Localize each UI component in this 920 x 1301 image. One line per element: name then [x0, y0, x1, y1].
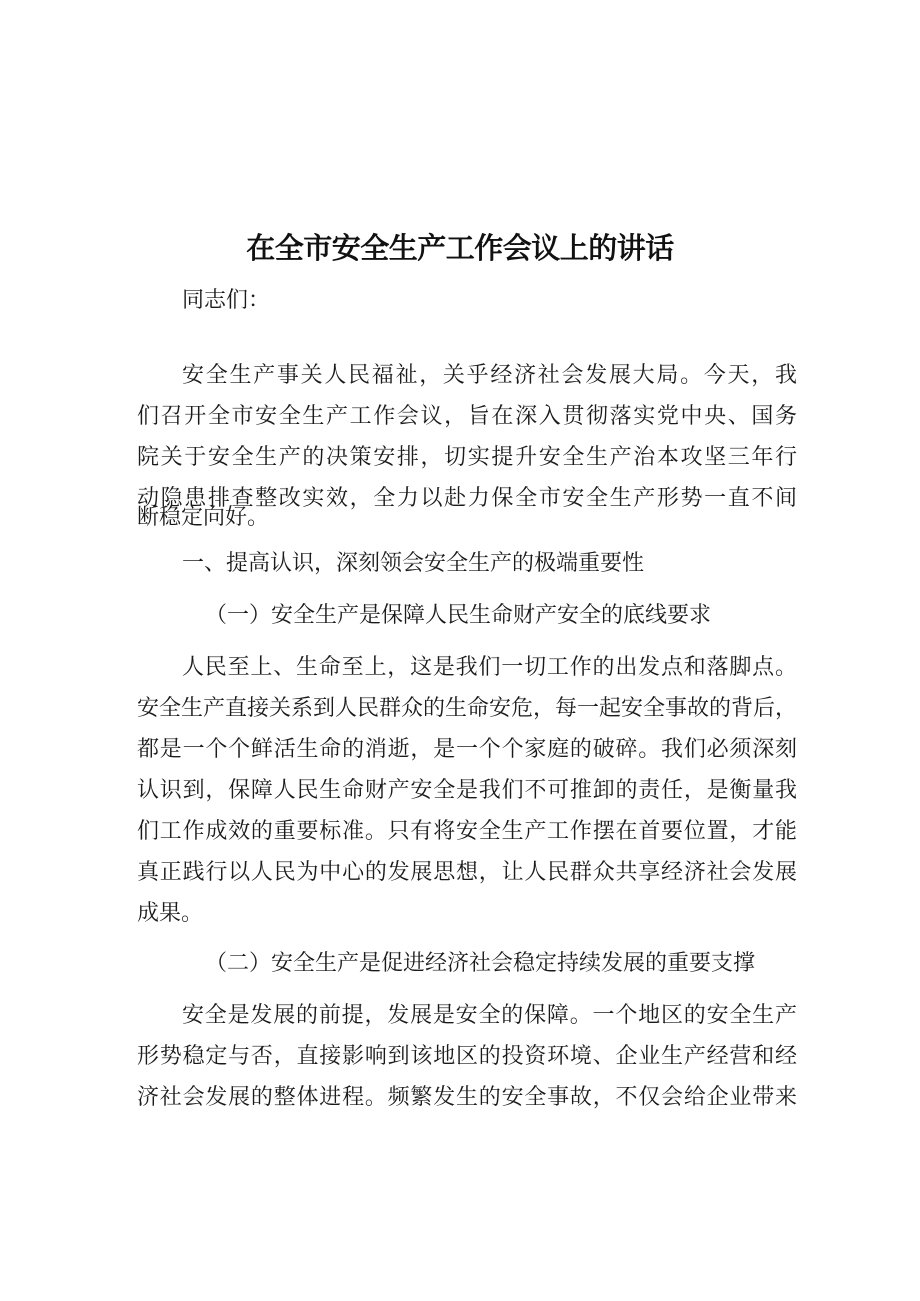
document-title: 在全市安全生产工作会议上的讲话	[246, 231, 674, 265]
paragraph-line: 动隐患排查整改实效，全力以赴力保全市安全生产形势一直不间	[137, 486, 797, 511]
paragraph-line: 安全是发展的前提，发展是安全的保障。一个地区的安全生产	[182, 1003, 797, 1028]
paragraph-line: 安全生产直接关系到人民群众的生命安危，每一起安全事故的背后，	[137, 696, 798, 721]
paragraph-line: 都是一个个鲜活生命的消逝，是一个个家庭的破碎。我们必须深刻	[137, 737, 797, 762]
paragraph-line: 认识到，保障人民生命财产安全是我们不可推卸的责任，是衡量我	[137, 778, 797, 803]
paragraph-line: 形势稳定与否，直接影响到该地区的投资环境、企业生产经营和经	[137, 1044, 797, 1069]
paragraph-line: 们召开全市安全生产工作会议，旨在深入贯彻落实党中央、国务	[137, 404, 797, 429]
subsection-heading: （一）安全生产是保障人民生命财产安全的底线要求	[205, 603, 712, 628]
paragraph-line: 成果。	[137, 901, 204, 926]
salutation: 同志们：	[182, 288, 271, 313]
paragraph-line: 们工作成效的重要标准。只有将安全生产工作摆在首要位置，才能	[137, 819, 797, 844]
paragraph-line: 人民至上、生命至上，这是我们一切工作的出发点和落脚点。	[182, 655, 797, 680]
paragraph-line: 断稳定向好。	[137, 505, 270, 530]
paragraph-line: 济社会发展的整体进程。频繁发生的安全事故，不仅会给企业带来	[137, 1085, 797, 1110]
section-heading: 一、提高认识，深刻领会安全生产的极端重要性	[182, 551, 645, 576]
paragraph-line: 安全生产事关人民福祉，关乎经济社会发展大局。今天，我	[182, 363, 797, 388]
paragraph-line: 院关于安全生产的决策安排，切实提升安全生产治本攻坚三年行	[137, 445, 797, 470]
subsection-heading: （二）安全生产是促进经济社会稳定持续发展的重要支撑	[205, 951, 756, 976]
paragraph-line: 真正践行以人民为中心的发展思想，让人民群众共享经济社会发展	[137, 860, 797, 885]
